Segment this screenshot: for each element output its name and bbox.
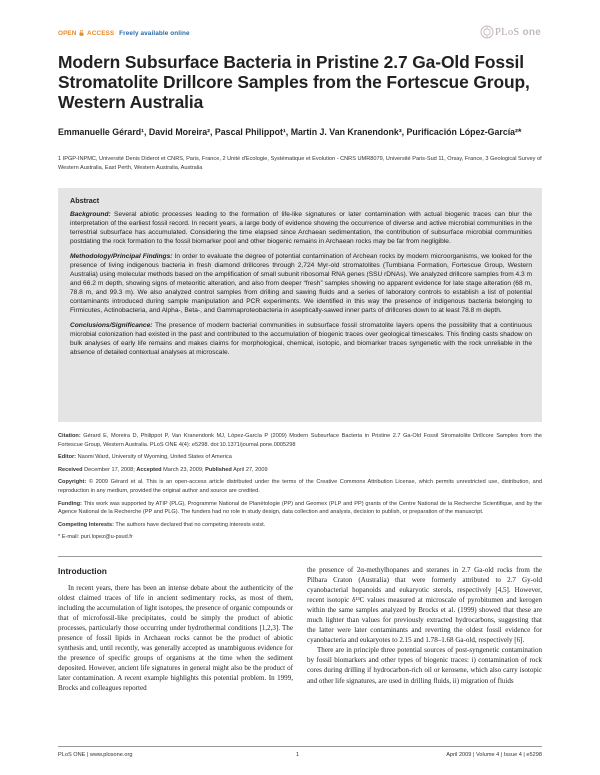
body-column-left <box>58 583 293 694</box>
article-info <box>58 432 542 546</box>
divider <box>58 556 542 557</box>
funding <box>58 500 542 517</box>
open-label: OPEN <box>58 30 77 37</box>
info-label: Competing Interests: <box>58 521 114 528</box>
footer-journal: PLoS ONE | www.plosone.org <box>58 752 133 758</box>
info-label: Copyright: <box>58 479 87 486</box>
abstract-heading: Abstract <box>70 196 100 205</box>
author-list: Emmanuelle Gérard¹, David Moreira², Pascal Philippot¹, Martin J. Van Kranendonk³, Purificación López-García²* <box>58 127 522 137</box>
info-text: Gérard E, Moreira D, Philippot P, Van Kranendonk MJ, López-García P (2009) Modern Subsurface Bacteria in Pristine 2.7 Ga-Old Fossil Stromatolite Drillcore Samples from the Fortescue Group, Western Australia. PLoS ONE 4(4): e5298. doi:10.1371/journal.pone.0005298 <box>58 433 542 448</box>
info-label: Editor: <box>58 454 77 461</box>
logo-plos-text: PLoS <box>495 27 520 38</box>
open-access-banner <box>58 30 190 37</box>
competing-interests <box>58 521 542 530</box>
email-text: * E-mail: puri.lopez@u-psud.fr <box>58 534 133 541</box>
access-label: ACCESS <box>87 30 115 37</box>
info-text: March 23, 2009; <box>161 466 206 473</box>
affiliations: 1 IPGP-INPMC, Université Denis Diderot et CNRS, Paris, France, 2 Unité d'Ecologie, Systématique et Evolution - CNRS UMR8079, Université Paris-Sud 11, Orsay, France, 3 Geological Survey of Western Australia, East Perth, Western Australia, Australia <box>58 156 542 171</box>
info-text: This work was supported by ATIP (PLG), Programme National de Planétologie (PP) and Geomex (PLP and PP) grants of the Centre National de la Recherche Scientifique, and by the Agence National de la Recherche (PP and PLG). The funders had no role in study design, data collection and analysis, decision to publish, or preparation of the manuscript. <box>58 500 542 516</box>
page-number: 1 <box>296 752 300 758</box>
body-paragraph: the presence of 2α-methylhopanes and steranes in 2.7 Ga-old rocks from the Pilbara Craton (Australia) that were formerly attributed to 2.7 Gy-old cyanobacterial hopanoids and eukaryotic sterols, respectively [4,5]. However, recent isotopic δ¹³C values measured at microscale of pyrobitumen and kerogen within the same samples analyzed by Brocks et al. (1999) showed that these are much lighter than values for previously extracted hydrocarbons, suggesting that the latter were later contaminants and reverting the oldest fossil evidence for cyanobacteria and eukaryotes to 2.15 and 1.78–1.68 Ga-old, respectively [6]. <box>307 566 542 645</box>
info-label: Accepted <box>136 466 162 473</box>
plos-one-logo <box>480 24 542 44</box>
freely-available-label: Freely available online <box>119 30 190 37</box>
abstract-section-text: The presence of modern bacterial communities in subsurface fossil stromatolite layers opens the possibility that a continuous microbial colonization had existed in the past and contributed to the accumulation of biogenic traces over geological timescales. This finding casts shadow on bulk analyses of early life remains and makes claims for morphological, chemical, isotopic, and biomarker traces syngenetic with the rock unreliable in the absence of detailed contextual analyses at microscale. <box>70 322 532 357</box>
info-text: Naomi Ward, University of Wyoming, United States of America <box>76 454 232 461</box>
footer-issue: April 2009 | Volume 4 | Issue 4 | e5298 <box>446 752 542 758</box>
abstract-box <box>58 188 542 422</box>
abstract-methodology <box>70 252 532 316</box>
abstract-section-text: Several abiotic processes leading to the formation of life-like signatures or later contamination with actual biogenic traces can blur the interpretation of the earliest fossil record. In recent years, a large body of evidence showing the occurrence of diverse and active microbial communities in the terrestrial subsurface has accumulated. Considering the time elapsed since Archaean sedimentation, the contribution of subsurface microbial communities postdating the rock formation to the fossil biomarker pool and other biogenic remains in Archaean rocks may be far from negligible. <box>70 211 532 246</box>
introduction-heading: Introduction <box>58 566 107 576</box>
journal-header <box>58 24 542 46</box>
page-footer <box>58 752 542 762</box>
open-lock-icon <box>79 30 84 36</box>
info-text: April 27, 2009 <box>231 466 268 473</box>
info-label: Funding: <box>58 500 82 507</box>
citation <box>58 432 542 449</box>
logo-one-text: one <box>522 27 542 38</box>
plos-logo-icon <box>480 25 494 39</box>
info-label: Published <box>205 466 232 473</box>
editor <box>58 453 542 462</box>
corresponding-email <box>58 533 542 542</box>
abstract-section-text: In order to evaluate the degree of potential contamination of Archean rocks by modern microorganisms, we looked for the presence of living indigenous bacteria in fresh diamond drillcores through 2,724 Myr-old stromatolites (Tumbiana Formation, Fortescue Group, Western Australia) using molecular methods based on the amplification of small subunit ribosomal RNA genes (SSU rDNAs). We analyzed drillcore samples from 4.3 m and 66.2 m depth, showing signs of meteoritic alteration, and also from deeper “fresh” samples showing no apparent evidence for late stage alteration (68 m, 78.8 m, and 99.3 m). We also analyzed control samples from drilling and sawing fluids and a series of laboratory controls to establish a list of potential contaminants introduced during sample manipulation and PCR experiments. We identified in this way the presence of indigenous bacteria belonging to Firmicutes, Actinobacteria, and Alpha-, Beta-, and Gammaproteobacteria in aseptically-sawed inner parts of drillcores down to at least 78.8 m depth. <box>70 252 533 315</box>
abstract-section-label: Conclusions/Significance: <box>70 322 153 330</box>
info-text: December 17, 2008; <box>82 466 137 473</box>
abstract-section-label: Methodology/Principal Findings: <box>70 252 173 260</box>
logo-wordmark <box>495 27 541 38</box>
body-paragraph: There are in principle three potential sources of post-syngenetic contamination by fossil biomarkers and other types of biogenic traces: i) contamination of rock cores during drilling if hydrocarbon-rich oil or kerosene, which also carry isotopic and other life signatures, are used in drilling fluids, ii) migration of fluids <box>307 646 542 685</box>
body-column-right <box>307 565 542 686</box>
footer-divider <box>58 746 542 747</box>
abstract-conclusions <box>70 321 532 357</box>
abstract-background <box>70 210 532 246</box>
article-title: Modern Subsurface Bacteria in Pristine 2.7 Ga-Old Fossil Stromatolite Drillcore Samples from the Fortescue Group, Western Australia <box>58 52 530 112</box>
info-label: Citation: <box>58 433 81 439</box>
info-label: Received <box>58 466 83 473</box>
abstract-section-label: Background: <box>70 211 111 218</box>
info-text: © 2009 Gérard et al. This is an open-access article distributed under the terms of the Creative Commons Attribution License, which permits unrestricted use, distribution, and reproduction in any medium, provided the original author and source are credited. <box>58 479 542 494</box>
dates <box>58 466 542 475</box>
body-paragraph: In recent years, there has been an intense debate about the authenticity of the oldest claimed traces of life in ancient sedimentary rocks, as most of them, including the accumulation of light isotopes, the presence of organic compounds or that of microfossil-like precipitates, could be simply the product of abiotic processes, particularly those occurring under hydrothermal conditions [1,2,3]. The presence of fossil lipids in Archaean rocks cannot be the product of abiotic synthesis and, until recently, was generally accepted as unambiguous evidence for the presence of specific groups of organisms at the time when the sediment deposited. However, ancient life signatures in general might also be the product of later contamination. A recent example highlights this potential problem. In 1999, Brocks and colleagues reported <box>58 584 293 693</box>
copyright <box>58 478 542 495</box>
info-text: The authors have declared that no competing interests exist. <box>113 521 266 528</box>
